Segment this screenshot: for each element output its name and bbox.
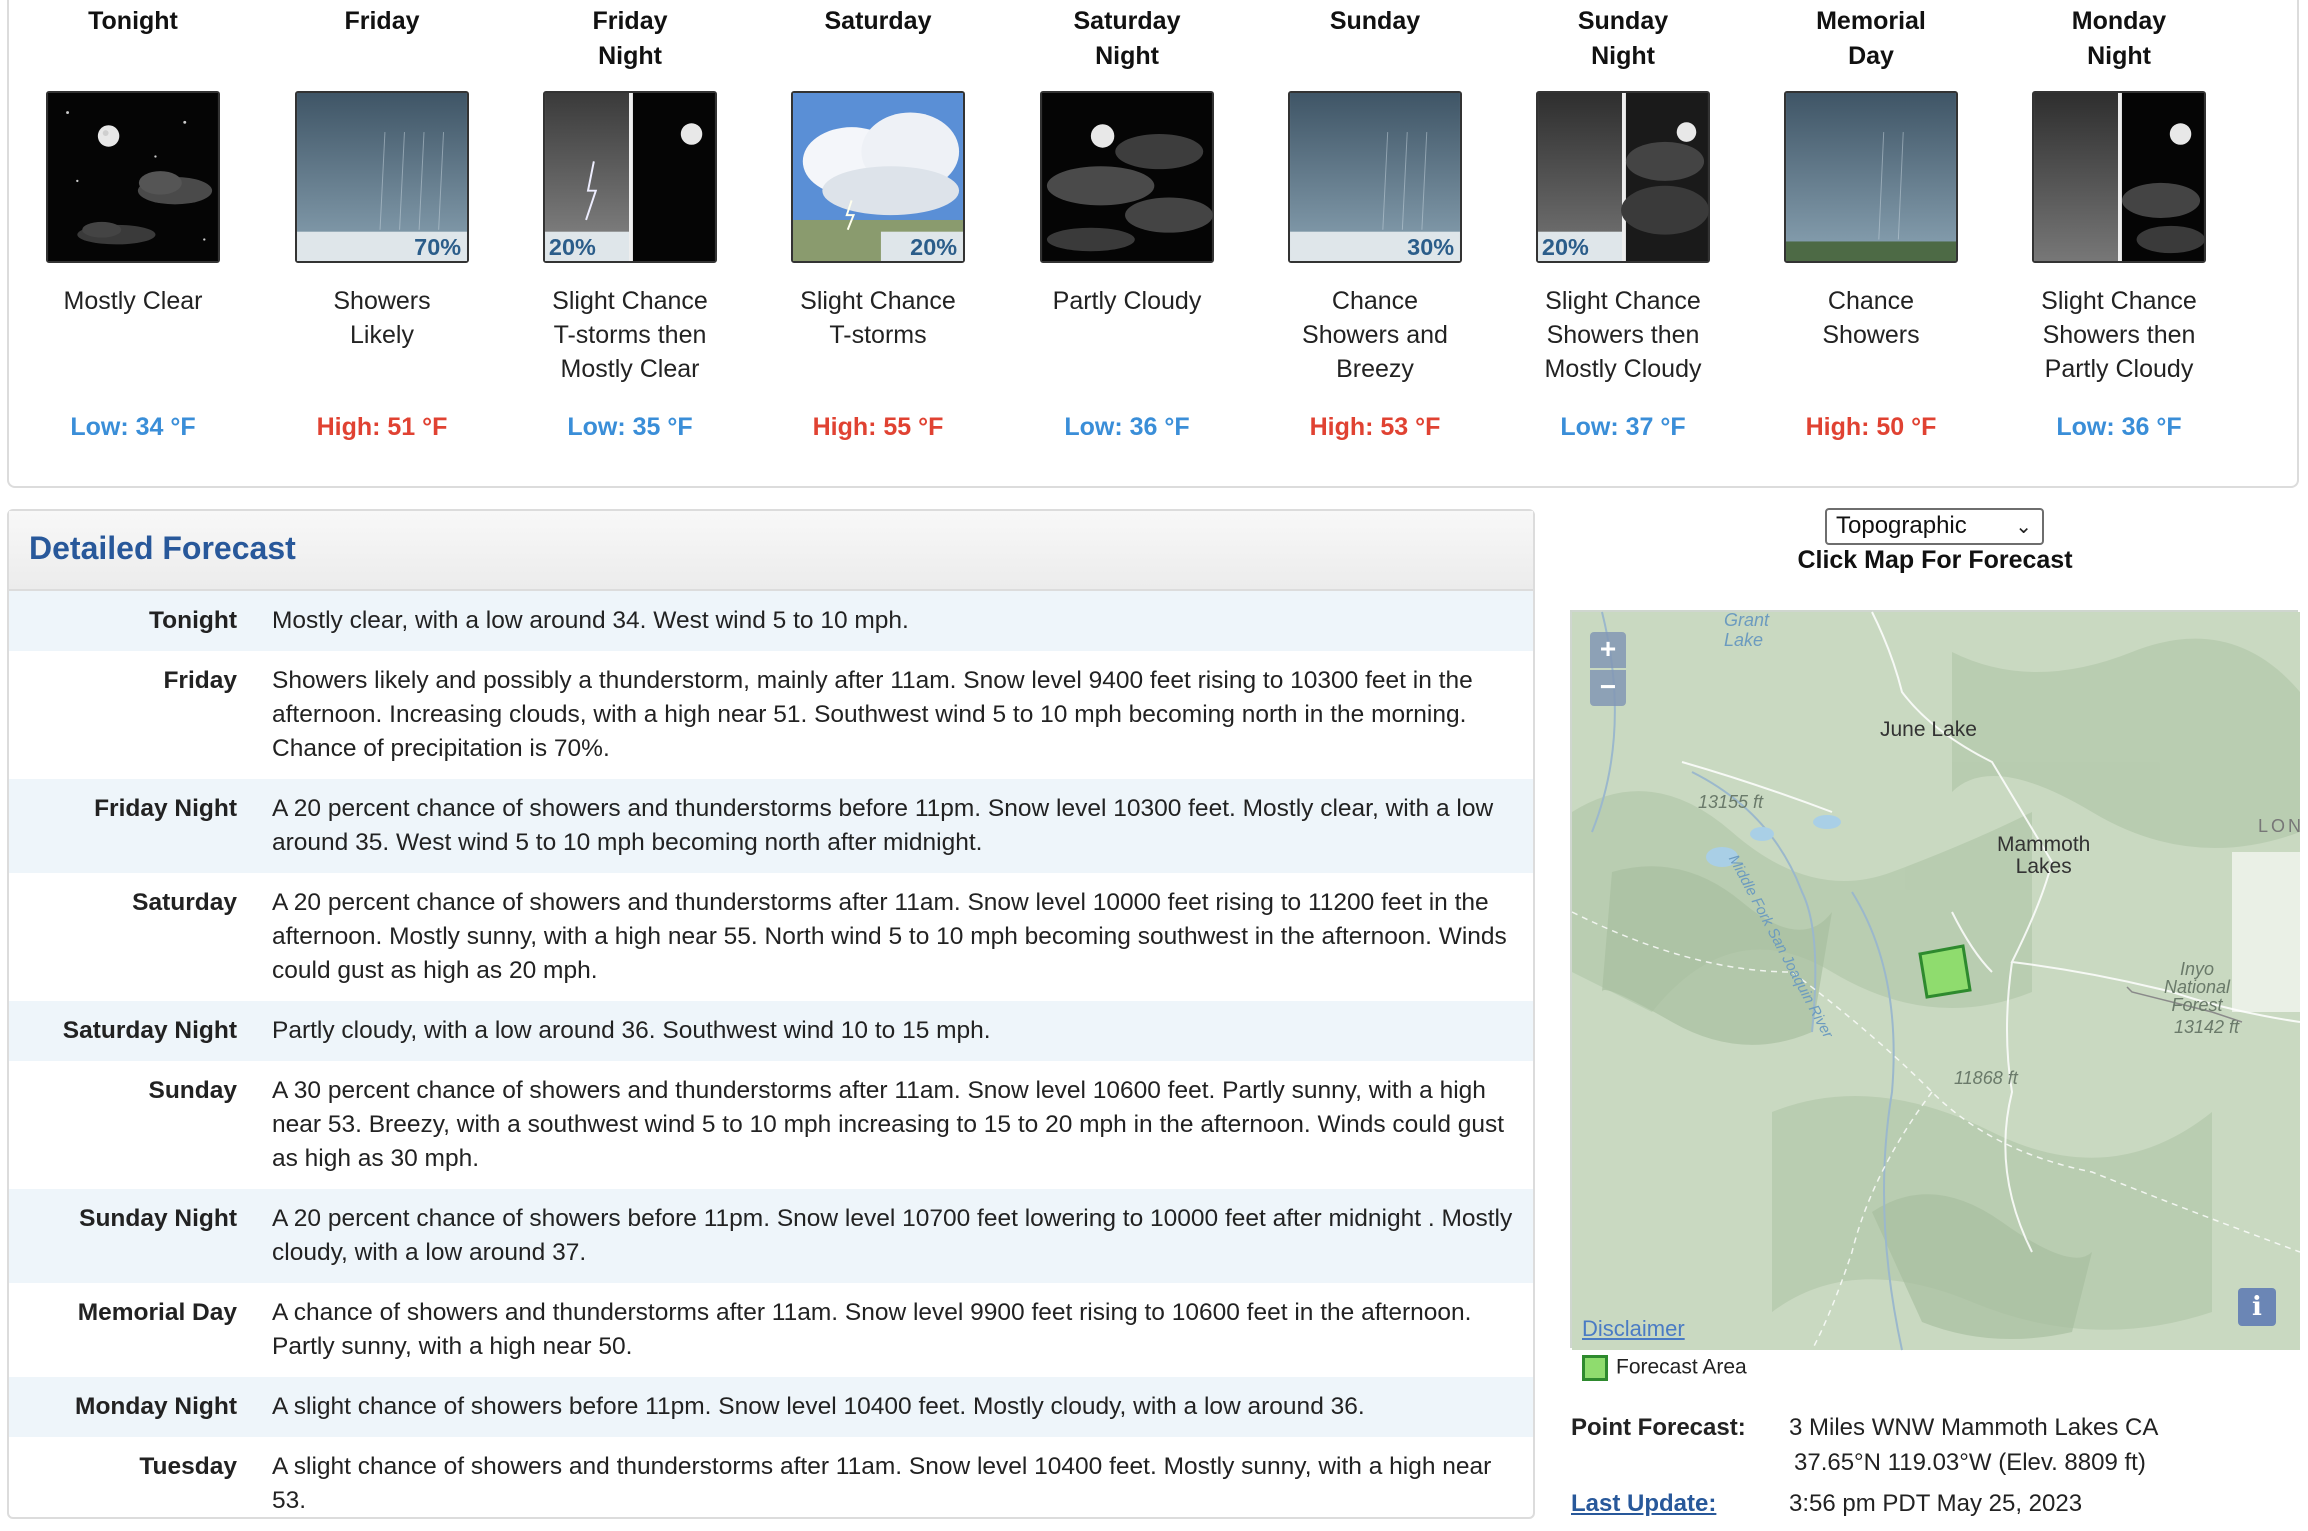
period-description: Mostly Clear xyxy=(63,287,203,315)
row-text: A 20 percent chance of showers and thunderstorms after 11am. Snow level 10000 feet rising to 11200 feet in the afternoon. Mostly sunny, with a high near 55. North wind 5 to 10 mph becoming southwest in the afternoon. Winds could gust as high as 20 mph. xyxy=(272,889,1507,984)
row-label: Sunday Night xyxy=(79,1205,237,1232)
row-text: Showers likely and possibly a thunderstorm, mainly after 11am. Snow level 9400 feet rising to 10300 feet in the afternoon. Increasing clouds, with a high near 51. Southwest wind 5 to 10 mph becoming north in the morning. Chance of precipitation is 70%. xyxy=(272,667,1473,762)
point-forecast-label: Point Forecast: xyxy=(1571,1414,1746,1441)
map-label-grant-lake: Grant Lake xyxy=(1724,610,1770,650)
forecast-period-friday-night[interactable] xyxy=(506,0,754,486)
row-text: A 20 percent chance of showers before 11pm. Snow level 10700 feet lowering to 10000 feet after midnight . Mostly cloudy, with a low around 37. xyxy=(272,1205,1513,1266)
point-forecast-location: 3 Miles WNW Mammoth Lakes CA xyxy=(1789,1414,2159,1441)
period-description: Slight Chance T-storms xyxy=(800,287,956,349)
detailed-forecast-header xyxy=(9,511,1533,591)
period-description: Showers Likely xyxy=(333,287,431,349)
period-name: Memorial Day xyxy=(1816,7,1926,70)
row-text: A slight chance of showers and thunderstorms after 11am. Snow level 10400 feet. Mostly sunny, with a high near 53. xyxy=(272,1453,1492,1514)
zoom-in-button[interactable]: + xyxy=(1590,632,1626,668)
map-label-13155: 13155 ft xyxy=(1698,792,1764,812)
showers-then-cloudy-night-icon[interactable] xyxy=(1536,91,1710,263)
period-temperature: Low: 35 °F xyxy=(567,413,693,441)
map-type-select[interactable] xyxy=(1825,508,2044,545)
svg-text:30%: 30% xyxy=(1407,234,1455,261)
period-temperature: Low: 34 °F xyxy=(70,413,196,441)
row-label: Friday xyxy=(163,667,237,694)
row-text: A slight chance of showers before 11pm. Snow level 10400 feet. Mostly cloudy, with a low around 36. xyxy=(272,1393,1365,1420)
forecast-period-memorial-day[interactable] xyxy=(1747,0,1995,486)
period-temperature: High: 50 °F xyxy=(1805,413,1937,441)
map-label-mammoth-lakes: Mammoth Lakes xyxy=(1997,833,2091,878)
period-description: Slight Chance Showers then Partly Cloudy xyxy=(2041,287,2197,383)
map-label-river: Middle Fork San Joaquin River xyxy=(1724,852,1837,1042)
tstorm-then-clear-night-icon[interactable] xyxy=(543,91,717,263)
last-update xyxy=(1571,1490,2083,1518)
map-label-june-lake: June Lake xyxy=(1880,718,1977,741)
detailed-row xyxy=(9,591,1533,651)
period-name: Monday Night xyxy=(2071,7,2167,70)
forecast-period-saturday-night[interactable] xyxy=(1003,0,1251,486)
svg-text:20%: 20% xyxy=(910,234,958,261)
detailed-forecast-rows xyxy=(9,591,1533,1531)
row-text: A chance of showers and thunderstorms after 11am. Snow level 9900 feet rising to 10600 feet in the afternoon. Partly sunny, with a high near 50. xyxy=(272,1299,1472,1360)
row-label: Memorial Day xyxy=(77,1299,237,1326)
detailed-row xyxy=(9,1377,1533,1437)
moon-partly-cloudy-icon[interactable] xyxy=(1040,91,1214,263)
period-temperature: Low: 36 °F xyxy=(1064,413,1190,441)
period-description: Slight Chance Showers then Mostly Cloudy xyxy=(1544,287,1702,383)
map-legend xyxy=(1582,1355,1747,1381)
tstorm-sunny-clouds-icon[interactable] xyxy=(791,91,965,263)
forecast-period-saturday[interactable] xyxy=(754,0,1002,486)
chevron-down-icon: ⌄ xyxy=(2015,516,2032,538)
showers-then-partly-cloudy-night-icon[interactable] xyxy=(2032,91,2206,263)
map-type-value: Topographic xyxy=(1836,512,1967,539)
detailed-row xyxy=(9,651,1533,779)
detailed-row xyxy=(9,779,1533,873)
forecast-area-polygon xyxy=(1920,946,1970,997)
detailed-row xyxy=(9,873,1533,1001)
row-text: Mostly clear, with a low around 34. West wind 5 to 10 mph. xyxy=(272,607,909,634)
period-description: Chance Showers and Breezy xyxy=(1302,287,1448,383)
svg-text:20%: 20% xyxy=(548,234,596,261)
period-description: Slight Chance T-storms then Mostly Clear xyxy=(552,287,708,383)
period-name: Tonight xyxy=(88,7,178,35)
period-temperature: High: 53 °F xyxy=(1309,413,1441,441)
period-name: Saturday xyxy=(824,7,932,35)
forecast-map[interactable] xyxy=(1570,610,2305,1348)
forecast-period-sunday[interactable] xyxy=(1251,0,1499,486)
zoom-out-button[interactable]: − xyxy=(1590,670,1626,706)
info-icon[interactable]: i xyxy=(2238,1288,2276,1326)
row-label: Saturday xyxy=(132,889,237,916)
row-text: A 30 percent chance of showers and thunderstorms after 11am. Snow level 10600 feet. Partly sunny, with a high near 53. Breezy, with a southwest wind 5 to 10 mph increasing to 15 to 20 mph in the afternoon. Winds could gust as high as 30 mph. xyxy=(272,1077,1505,1172)
period-description: Partly Cloudy xyxy=(1052,287,1202,315)
row-label: Saturday Night xyxy=(62,1017,237,1044)
row-label: Tuesday xyxy=(139,1453,237,1480)
row-label: Friday Night xyxy=(94,795,237,822)
detailed-row xyxy=(9,1061,1533,1189)
row-text: A 20 percent chance of showers and thunderstorms before 11pm. Snow level 10300 feet. Mostly clear, with a low around 35. West wind 5 to 10 mph becoming north after midnight. xyxy=(272,795,1494,856)
svg-text:70%: 70% xyxy=(414,234,462,261)
forecast-period-friday[interactable] xyxy=(258,0,506,486)
period-temperature: Low: 37 °F xyxy=(1560,413,1686,441)
map-label-11868: 11868 ft xyxy=(1954,1068,2018,1088)
detailed-row xyxy=(9,1437,1533,1531)
detailed-forecast-panel xyxy=(7,509,1535,1519)
rain-showers-icon[interactable] xyxy=(1784,91,1958,263)
period-name: Friday xyxy=(344,7,420,35)
rain-showers-icon[interactable] xyxy=(1288,91,1462,263)
point-forecast-coordinates: 37.65°N 119.03°W (Elev. 8809 ft) xyxy=(1794,1449,2146,1476)
last-update-label[interactable]: Last Update: xyxy=(1571,1490,1717,1517)
detailed-forecast-title: Detailed Forecast xyxy=(29,530,296,566)
row-label: Sunday xyxy=(148,1077,237,1104)
moon-few-clouds-icon[interactable] xyxy=(46,91,220,263)
forecast-period-sunday-night[interactable] xyxy=(1499,0,1747,486)
period-temperature: High: 51 °F xyxy=(316,413,448,441)
forecast-period-monday-night[interactable] xyxy=(1995,0,2243,486)
forecast-period-tonight[interactable] xyxy=(9,0,257,486)
legend-label: Forecast Area xyxy=(1616,1355,1747,1379)
period-temperature: Low: 36 °F xyxy=(2056,413,2182,441)
map-label-lon: LON xyxy=(2258,816,2305,836)
seven-day-forecast xyxy=(7,0,2299,488)
detailed-row xyxy=(9,1001,1533,1061)
period-temperature: High: 55 °F xyxy=(812,413,944,441)
svg-text:20%: 20% xyxy=(1541,234,1589,261)
detailed-row xyxy=(9,1283,1533,1377)
forecast-area-swatch xyxy=(1582,1355,1608,1381)
click-map-label: Click Map For Forecast xyxy=(1797,546,2073,574)
period-name: Sunday Night xyxy=(1577,7,1669,70)
period-name: Friday Night xyxy=(592,7,668,70)
period-description: Chance Showers xyxy=(1822,287,1920,349)
row-text: Partly cloudy, with a low around 36. Southwest wind 10 to 15 mph. xyxy=(272,1017,991,1044)
period-name: Saturday Night xyxy=(1073,7,1181,70)
period-name: Sunday xyxy=(1329,7,1421,35)
map-label-inyo-forest: Inyo National Forest xyxy=(2164,959,2231,1015)
map-label-13142: 13142 ft xyxy=(2174,1017,2240,1037)
rain-showers-icon[interactable] xyxy=(295,91,469,263)
row-label: Tonight xyxy=(149,607,237,634)
row-label: Monday Night xyxy=(75,1393,237,1420)
detailed-row xyxy=(9,1189,1533,1283)
map-disclaimer-link[interactable]: Disclaimer xyxy=(1582,1316,1685,1341)
last-update-value: 3:56 pm PDT May 25, 2023 xyxy=(1789,1490,2083,1517)
